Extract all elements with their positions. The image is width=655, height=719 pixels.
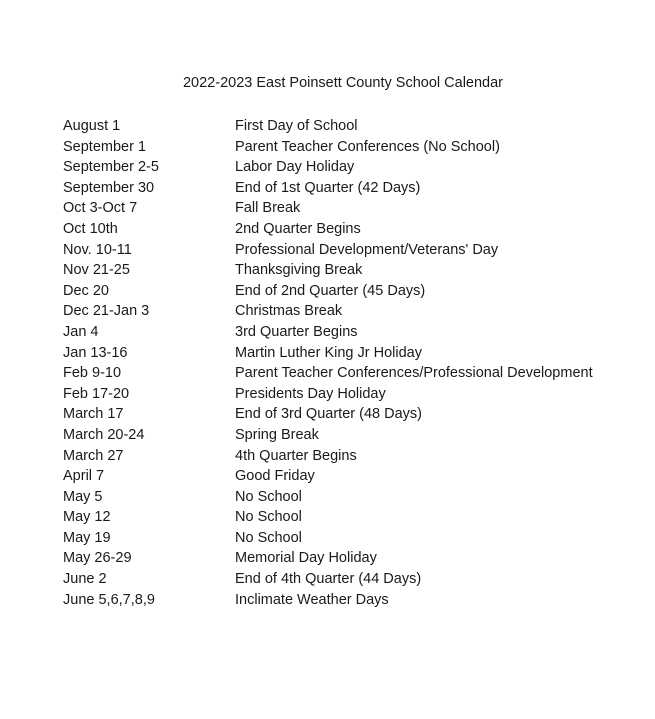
row-event: First Day of School	[235, 118, 358, 134]
calendar-row	[63, 446, 643, 467]
calendar-row	[63, 425, 643, 446]
row-date: March 27	[63, 447, 124, 464]
calendar-row	[63, 528, 643, 549]
row-event: Presidents Day Holiday	[235, 385, 386, 402]
row-event: Labor Day Holiday	[235, 159, 355, 176]
row-date: May 5	[63, 488, 103, 505]
row-event: Inclimate Weather Days	[235, 591, 389, 608]
row-event: 2nd Quarter Begins	[235, 220, 361, 237]
calendar-row	[63, 487, 643, 508]
calendar-row	[63, 343, 643, 364]
calendar-row	[63, 590, 643, 611]
row-date: Dec 20	[63, 282, 109, 299]
row-event: Thanksgiving Break	[235, 262, 363, 279]
calendar-row	[63, 240, 643, 261]
calendar-row	[63, 548, 643, 569]
calendar-row	[63, 116, 643, 137]
row-date: Dec 21-Jan 3	[63, 303, 150, 320]
row-date: Oct 3-Oct 7	[63, 200, 138, 217]
row-event: No School	[235, 529, 302, 546]
calendar-row	[63, 219, 643, 240]
row-event: Memorial Day Holiday	[235, 550, 377, 567]
calendar-row	[63, 260, 643, 281]
row-event: Good Friday	[235, 468, 315, 485]
calendar-row	[63, 322, 643, 343]
calendar-row	[63, 198, 643, 219]
row-date: April 7	[63, 468, 105, 485]
row-event: 4th Quarter Begins	[235, 447, 357, 464]
row-event: End of 4th Quarter (44 Days)	[235, 571, 422, 588]
row-event: Professional Development/Veterans' Day	[235, 241, 499, 258]
row-date: May 19	[63, 529, 111, 546]
row-date: June 2	[63, 571, 107, 588]
calendar-list	[63, 116, 643, 610]
row-event: End of 2nd Quarter (45 Days)	[235, 282, 426, 299]
row-date: September 30	[63, 179, 155, 196]
row-event: Spring Break	[235, 426, 319, 443]
calendar-row	[63, 363, 643, 384]
row-date: March 17	[63, 406, 124, 423]
row-date: August 1	[63, 118, 121, 134]
row-event: Christmas Break	[235, 303, 343, 320]
calendar-row	[63, 404, 643, 425]
row-date: Nov 21-25	[63, 262, 130, 279]
row-date: Feb 9-10	[63, 365, 122, 382]
row-date: May 12	[63, 509, 111, 526]
row-date: September 1	[63, 138, 147, 155]
row-event: End of 1st Quarter (42 Days)	[235, 179, 421, 196]
row-event: Fall Break	[235, 200, 301, 217]
row-event: 3rd Quarter Begins	[235, 323, 358, 340]
calendar-row	[63, 384, 643, 405]
calendar-row	[63, 466, 643, 487]
row-date: Jan 13-16	[63, 344, 128, 361]
calendar-row	[63, 507, 643, 528]
calendar-row	[63, 281, 643, 302]
calendar-row	[63, 569, 643, 590]
row-date: Nov. 10-11	[63, 241, 132, 258]
calendar-row	[63, 301, 643, 322]
row-date: Oct 10th	[63, 220, 118, 237]
row-date: September 2-5	[63, 159, 159, 176]
row-event: Parent Teacher Conferences/Professional Development	[235, 365, 593, 382]
row-event: End of 3rd Quarter (48 Days)	[235, 406, 422, 423]
row-date: March 20-24	[63, 426, 145, 443]
row-date: June 5,6,7,8,9	[63, 591, 155, 608]
row-event: Parent Teacher Conferences (No School)	[235, 138, 500, 155]
row-date: May 26-29	[63, 550, 132, 567]
row-date: Jan 4	[63, 323, 99, 340]
calendar-row	[63, 137, 643, 158]
calendar-row	[63, 157, 643, 178]
row-event: Martin Luther King Jr Holiday	[235, 344, 422, 361]
calendar-row	[63, 178, 643, 199]
row-event: No School	[235, 488, 302, 505]
document-title: 2022-2023 East Poinsett County School Calendar	[182, 75, 503, 91]
row-event: No School	[235, 509, 302, 526]
row-date: Feb 17-20	[63, 385, 130, 402]
